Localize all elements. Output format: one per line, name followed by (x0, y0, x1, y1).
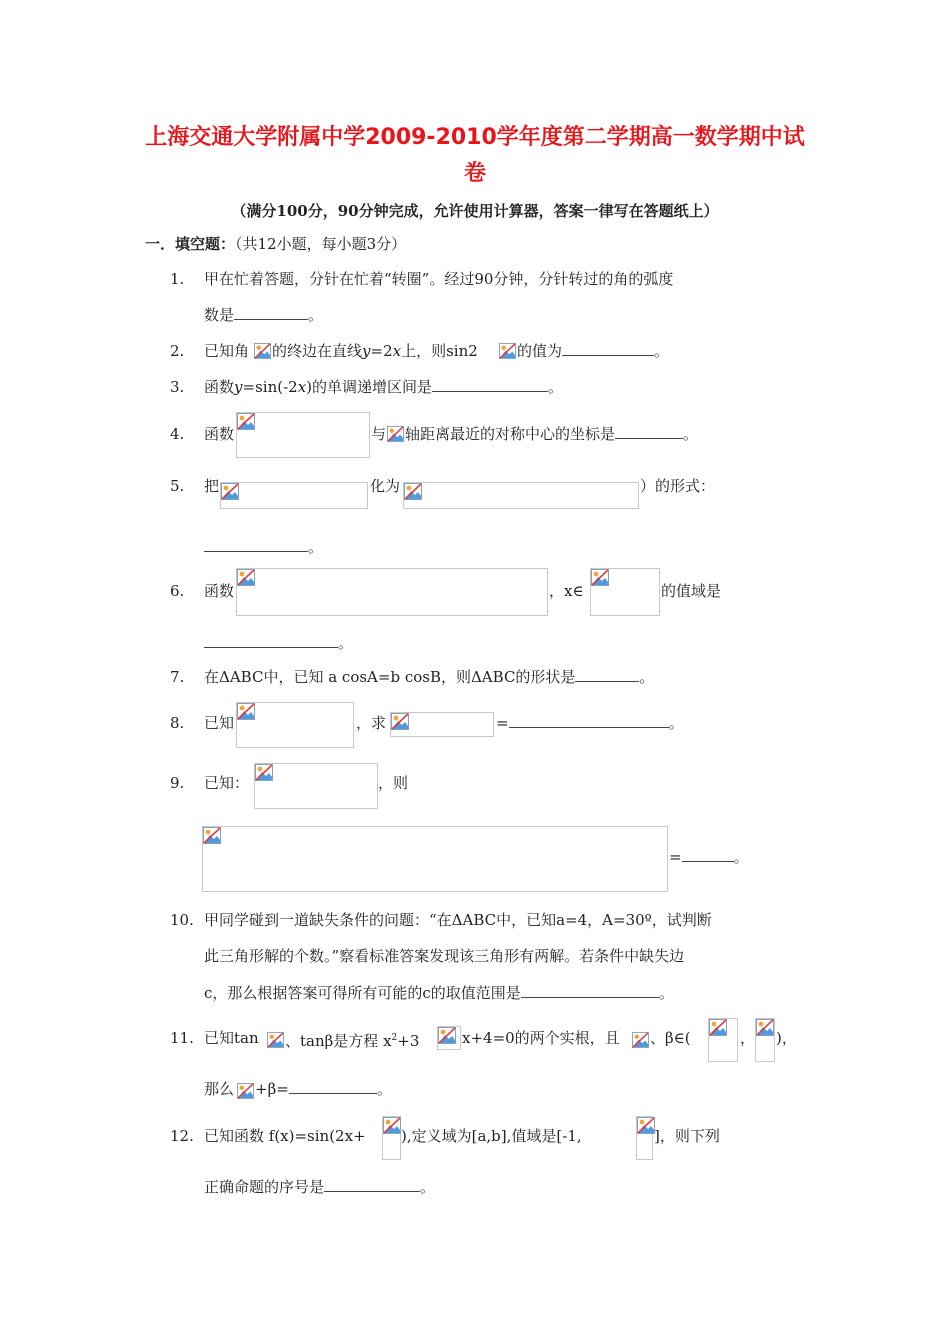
formula-image (220, 482, 368, 509)
broken-image-icon (254, 343, 271, 359)
section-note: （共12小题，每小题3分） (235, 235, 407, 253)
formula-image (590, 568, 660, 616)
question-9-number: 9. (170, 774, 185, 792)
question-10-number: 10. (170, 911, 194, 929)
formula-image (708, 1018, 738, 1062)
title-line-2: 卷 (463, 161, 486, 186)
formula-image (755, 1018, 775, 1062)
answer-blank[interactable] (324, 1177, 420, 1192)
answer-blank[interactable] (289, 1079, 377, 1094)
broken-image-icon (438, 1027, 456, 1044)
question-9-text: 已知： (204, 774, 250, 792)
answer-blank[interactable] (204, 633, 338, 648)
document-title (120, 120, 830, 192)
answer-blank[interactable] (562, 341, 654, 356)
question-4-number: 4. (170, 425, 185, 443)
exam-instructions: （满分100分，90分钟完成，允许使用计算器，答案一律写在答题纸上） (231, 202, 719, 220)
broken-image-icon (499, 343, 516, 359)
answer-blank[interactable] (432, 377, 548, 392)
section-title: 一．填空题： (145, 235, 236, 253)
question-1-line-2: 数是 。 (204, 306, 324, 324)
question-6-text: 函数 (204, 582, 235, 600)
answer-blank[interactable] (521, 983, 659, 998)
broken-image-icon (756, 1019, 774, 1036)
question-5-text: 把 (204, 477, 220, 495)
broken-image-icon (591, 569, 609, 586)
question-2: 2. 已知角 的终边在直线y=2x上，则sin2 的值为 。 (170, 342, 670, 360)
answer-blank[interactable] (682, 847, 734, 862)
formula-image (254, 763, 378, 809)
section-heading (145, 233, 406, 254)
answer-blank[interactable] (575, 667, 639, 682)
broken-image-icon (387, 426, 404, 442)
formula-image (636, 1116, 653, 1160)
question-7-number: 7. (170, 668, 185, 686)
question-12-number: 12. (170, 1127, 194, 1145)
broken-image-icon (237, 703, 255, 720)
question-4-text: 函数 (204, 425, 235, 443)
broken-image-icon (404, 483, 422, 500)
question-7-text: 在ΔABC中，已知 a cosA=b cosB，则ΔABC的形状是 。 (204, 668, 655, 686)
formula-image (236, 568, 548, 616)
formula-image (403, 482, 639, 509)
formula-image (236, 702, 354, 748)
broken-image-icon (632, 1032, 649, 1048)
formula-image (382, 1116, 401, 1160)
answer-blank[interactable] (204, 537, 308, 552)
broken-image-icon (637, 1117, 655, 1134)
title-line-1: 上海交通大学附属中学2009-2010学年度第二学期高一数学期中试 (145, 125, 805, 150)
formula-image (437, 1026, 461, 1050)
answer-blank[interactable] (234, 305, 308, 320)
broken-image-icon (237, 413, 255, 430)
question-12-text: 已知函数 f(x)=sin(2x+ (204, 1127, 366, 1145)
broken-image-icon (709, 1019, 727, 1036)
question-11-text: 已知tan (204, 1029, 259, 1047)
broken-image-icon (255, 764, 273, 781)
formula-image (202, 826, 668, 892)
broken-image-icon (221, 483, 239, 500)
broken-image-icon (391, 713, 409, 730)
question-11-number: 11. (170, 1029, 194, 1047)
formula-image (390, 712, 494, 737)
formula-image (236, 412, 370, 458)
answer-blank[interactable] (509, 713, 669, 728)
broken-image-icon (267, 1032, 284, 1048)
question-5-number: 5. (170, 477, 185, 495)
answer-blank[interactable] (615, 424, 683, 439)
broken-image-icon (383, 1117, 401, 1134)
question-8-number: 8. (170, 714, 185, 732)
broken-image-icon (237, 1083, 254, 1099)
broken-image-icon (237, 569, 255, 586)
question-8-text: 已知 (204, 714, 235, 732)
question-10-text: 甲同学碰到一道缺失条件的问题：“在ΔABC中，已知a=4，A=30º，试判断 (204, 911, 712, 929)
question-6-number: 6. (170, 582, 185, 600)
broken-image-icon (203, 827, 221, 844)
